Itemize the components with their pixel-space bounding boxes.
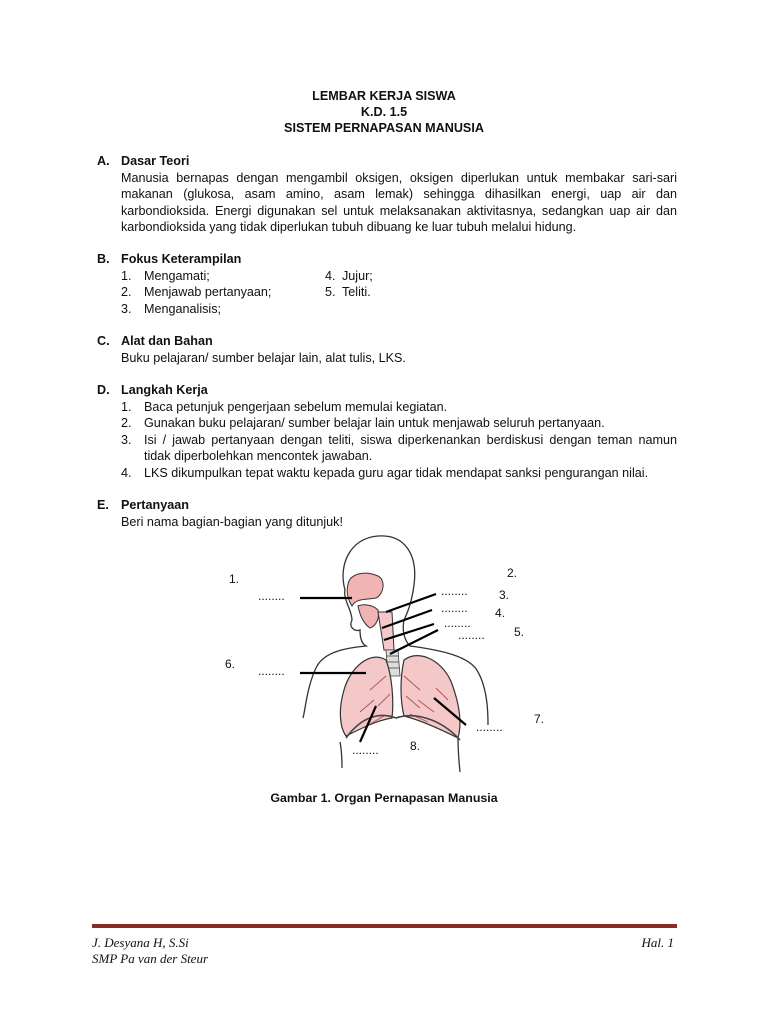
section-text: Buku pelajaran/ sumber belajar lain, alat tulis, LKS. <box>121 350 406 365</box>
list-item: 5. Teliti. <box>325 285 371 299</box>
label-4: 4. <box>495 606 506 620</box>
section-letter: C. <box>97 334 110 348</box>
list-item: 4. Jujur; <box>325 268 373 283</box>
section-title: Dasar Teori <box>121 154 190 168</box>
blank-3: ........ <box>441 601 468 615</box>
section-title: Fokus Keterampilan <box>121 252 242 266</box>
footer-school: SMP Pa van der Steur <box>92 951 209 966</box>
list-item: 2. Menjawab pertanyaan; <box>121 285 272 299</box>
figure-caption: Gambar 1. Organ Pernapasan Manusia <box>270 791 498 805</box>
list-item: 3. Isi / jawab pertanyaan dengan teliti, siswa diperkenankan berdiskusi dengan teman namun tidak diperbolehkan mencontek jawaban. <box>121 432 677 463</box>
section-title: Langkah Kerja <box>121 383 208 397</box>
list-item: 1. Baca petunjuk pengerjaan sebelum memulai kegiatan. <box>121 399 448 414</box>
section-text: Manusia bernapas dengan mengambil oksigen, oksigen diperlukan untuk membakar sari-sari makanan (glukosa, asam amino, asam lemak) sehingga dihasilkan energi, uap air dan karbondioksida. Energi digunakan sel untuk melaksanakan aktivitasnya, sedangkan uap air dan karbondioksida yang tidak diperlukan tubuh dibuang ke luar tubuh melalui hidung. <box>121 170 677 234</box>
label-7: 7. <box>534 712 545 726</box>
list-item: 2. Gunakan buku pelajaran/ sumber belajar lain untuk menjawab seluruh pertanyaan. <box>121 416 605 430</box>
section-letter: D. <box>97 383 110 397</box>
label-3: 3. <box>499 588 510 602</box>
doc-code: K.D. 1.5 <box>360 105 408 119</box>
section-letter: A. <box>97 154 110 168</box>
label-2: 2. <box>507 566 518 580</box>
section-title: Alat dan Bahan <box>121 334 213 348</box>
section-title: Pertanyaan <box>121 498 189 512</box>
doc-title: LEMBAR KERJA SISWA <box>312 89 456 103</box>
section-letter: E. <box>97 498 109 512</box>
label-5: 5. <box>514 625 525 639</box>
blank-6: ........ <box>258 664 285 678</box>
blank-8: ........ <box>352 743 379 757</box>
section-letter: B. <box>97 252 110 266</box>
blank-2: ........ <box>441 584 468 598</box>
section-text: Beri nama bagian-bagian yang ditunjuk! <box>121 514 343 529</box>
label-1: 1. <box>229 572 240 586</box>
list-item: 1. Mengamati; <box>121 268 210 283</box>
list-item: 4. LKS dikumpulkan tepat waktu kepada guru agar tidak mendapat sanksi pengurangan nilai. <box>121 465 649 480</box>
blank-5: ........ <box>458 628 485 642</box>
blank-1: ........ <box>258 589 285 603</box>
footer-rule <box>92 924 677 928</box>
label-8: 8. <box>410 739 421 753</box>
doc-topic: SISTEM PERNAPASAN MANUSIA <box>284 121 484 135</box>
footer-page-number: Hal. 1 <box>641 935 674 950</box>
label-6: 6. <box>225 657 236 671</box>
blank-4: ........ <box>444 616 471 630</box>
blank-7: ........ <box>476 720 503 734</box>
footer-author: J. Desyana H, S.Si <box>92 935 189 950</box>
list-item: 3. Menganalisis; <box>121 301 222 316</box>
